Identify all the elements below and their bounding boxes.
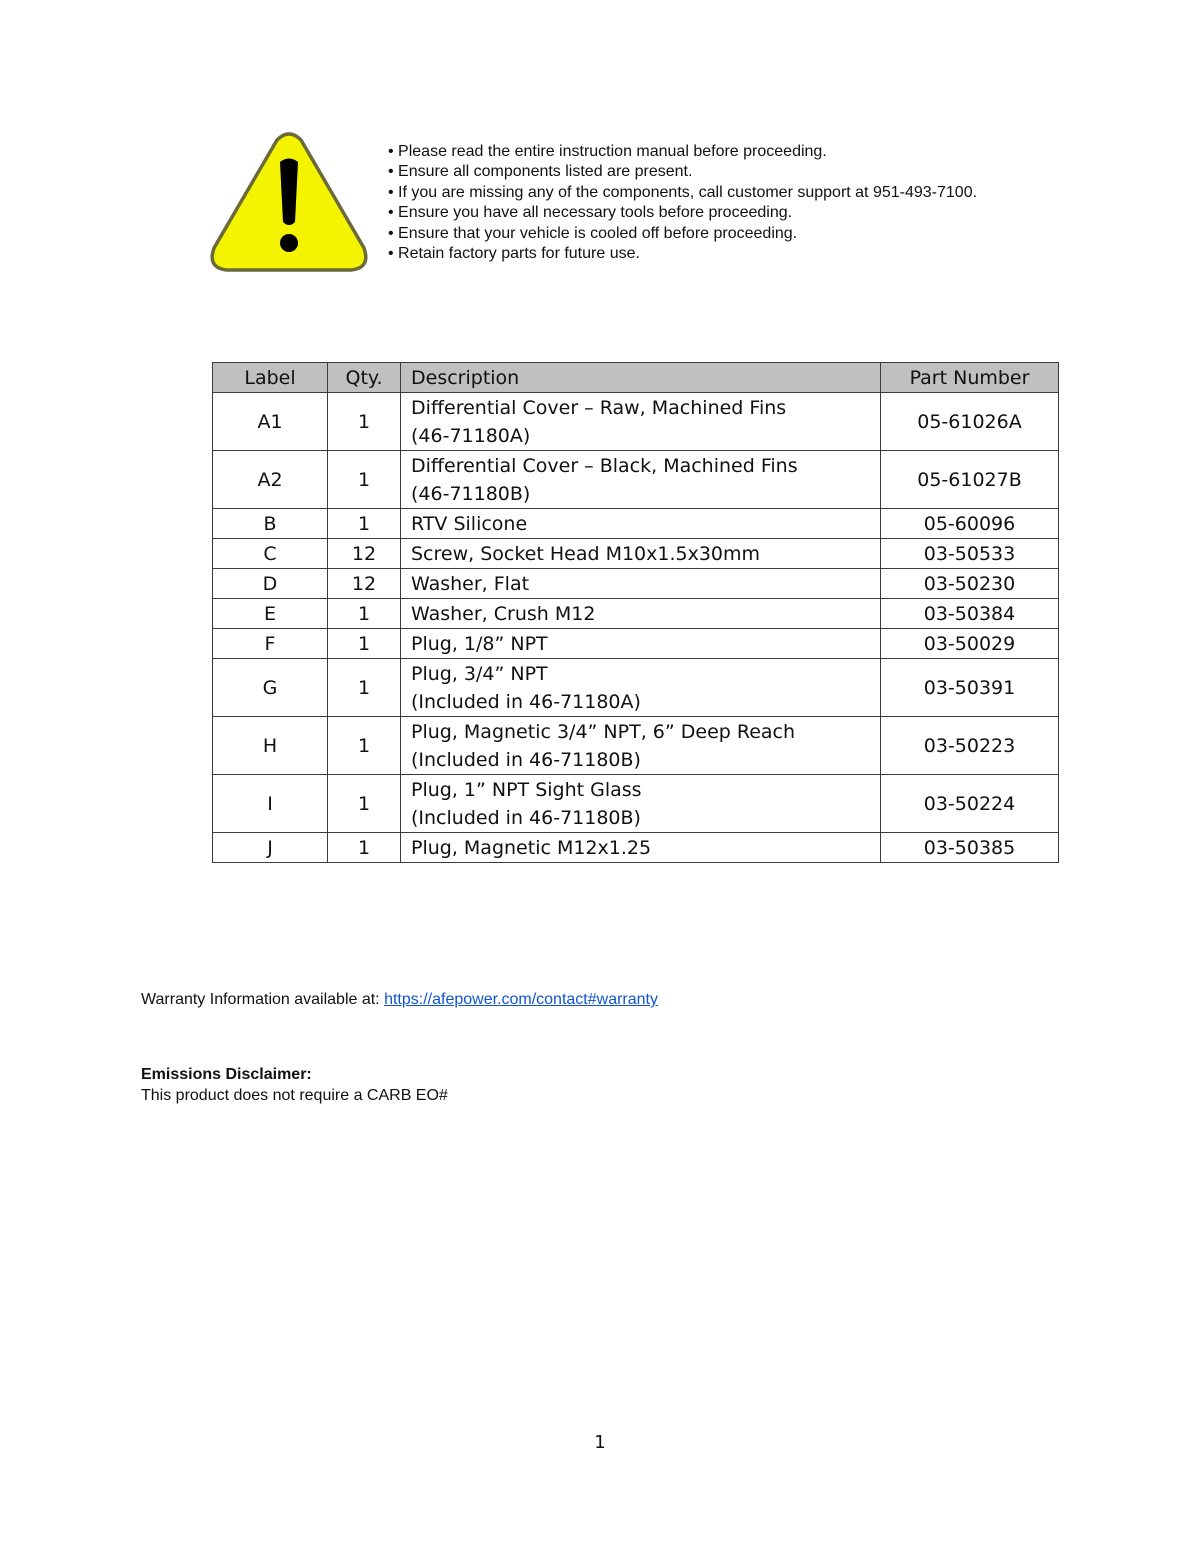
table-row	[213, 775, 1059, 833]
cell-label: I	[213, 775, 328, 833]
description-line: Plug, 3/4” NPT	[411, 662, 548, 685]
cell-label: F	[213, 629, 328, 659]
cell-part-number: 03-50230	[881, 569, 1059, 599]
note-item: • Ensure that your vehicle is cooled off before proceeding.	[388, 224, 977, 244]
page-number: 1	[594, 1432, 606, 1453]
cell-label: J	[213, 833, 328, 863]
header-part-number: Part Number	[881, 363, 1059, 393]
description-line: (46-71180A)	[411, 424, 531, 447]
description-line: Differential Cover – Black, Machined Fins	[411, 454, 798, 477]
table-row	[213, 717, 1059, 775]
cell-part-number: 03-50029	[881, 629, 1059, 659]
cell-description: Washer, Crush M12	[401, 599, 881, 629]
table-row	[213, 599, 1059, 629]
cell-qty: 1	[328, 629, 401, 659]
header-qty: Qty.	[328, 363, 401, 393]
cell-label: G	[213, 659, 328, 717]
table-row	[213, 451, 1059, 509]
cell-label: A1	[213, 393, 328, 451]
cell-qty: 1	[328, 451, 401, 509]
cell-label: D	[213, 569, 328, 599]
cell-description: Washer, Flat	[401, 569, 881, 599]
table-header-row	[213, 363, 1059, 393]
cell-description: Plug, Magnetic M12x1.25	[401, 833, 881, 863]
note-item: • Ensure you have all necessary tools before proceeding.	[388, 203, 977, 223]
cell-qty: 1	[328, 833, 401, 863]
cell-description	[401, 393, 881, 451]
emissions-heading: Emissions Disclaimer:	[141, 1066, 312, 1083]
table-row	[213, 539, 1059, 569]
warranty-info	[141, 991, 658, 1009]
cell-description	[401, 717, 881, 775]
cell-qty: 1	[328, 717, 401, 775]
note-item: • Please read the entire instruction manual before proceeding.	[388, 142, 977, 162]
cell-qty: 1	[328, 599, 401, 629]
table-row	[213, 629, 1059, 659]
cell-qty: 1	[328, 393, 401, 451]
cell-part-number: 03-50224	[881, 775, 1059, 833]
warranty-label: Warranty Information available at:	[141, 991, 385, 1008]
cell-description	[401, 451, 881, 509]
table-row	[213, 393, 1059, 451]
warranty-link[interactable]: https://afepower.com/contact#warranty	[384, 991, 658, 1008]
emissions-text: This product does not require a CARB EO#	[141, 1087, 448, 1104]
cell-description	[401, 659, 881, 717]
warning-triangle-icon	[208, 130, 370, 274]
cell-part-number: 03-50223	[881, 717, 1059, 775]
description-line: Differential Cover – Raw, Machined Fins	[411, 396, 787, 419]
table-row	[213, 569, 1059, 599]
cell-qty: 1	[328, 509, 401, 539]
cell-qty: 12	[328, 569, 401, 599]
cell-part-number: 05-60096	[881, 509, 1059, 539]
header-description: Description	[401, 363, 881, 393]
cell-qty: 1	[328, 659, 401, 717]
note-item: • If you are missing any of the components, call customer support at 951-493-7100.	[388, 183, 977, 203]
description-line: (Included in 46-71180B)	[411, 806, 641, 829]
cell-qty: 12	[328, 539, 401, 569]
cell-part-number: 03-50385	[881, 833, 1059, 863]
cell-part-number: 03-50391	[881, 659, 1059, 717]
note-item: • Ensure all components listed are present.	[388, 162, 977, 182]
cell-part-number: 05-61026A	[881, 393, 1059, 451]
table-row	[213, 509, 1059, 539]
header-label: Label	[213, 363, 328, 393]
cell-qty: 1	[328, 775, 401, 833]
cell-description: RTV Silicone	[401, 509, 881, 539]
cell-part-number: 05-61027B	[881, 451, 1059, 509]
table-row	[213, 659, 1059, 717]
cell-label: C	[213, 539, 328, 569]
description-line: (Included in 46-71180B)	[411, 748, 641, 771]
description-line: (46-71180B)	[411, 482, 531, 505]
description-line: Plug, 1” NPT Sight Glass	[411, 778, 642, 801]
description-line: Plug, Magnetic 3/4” NPT, 6” Deep Reach	[411, 720, 796, 743]
cell-label: E	[213, 599, 328, 629]
cell-description: Screw, Socket Head M10x1.5x30mm	[401, 539, 881, 569]
cell-part-number: 03-50533	[881, 539, 1059, 569]
cell-label: B	[213, 509, 328, 539]
parts-table	[212, 362, 1059, 863]
cell-part-number: 03-50384	[881, 599, 1059, 629]
description-line: (Included in 46-71180A)	[411, 690, 641, 713]
cell-label: H	[213, 717, 328, 775]
cell-description: Plug, 1/8” NPT	[401, 629, 881, 659]
warning-notes-list	[388, 142, 977, 264]
note-item: • Retain factory parts for future use.	[388, 244, 977, 264]
cell-description	[401, 775, 881, 833]
cell-label: A2	[213, 451, 328, 509]
table-row	[213, 833, 1059, 863]
